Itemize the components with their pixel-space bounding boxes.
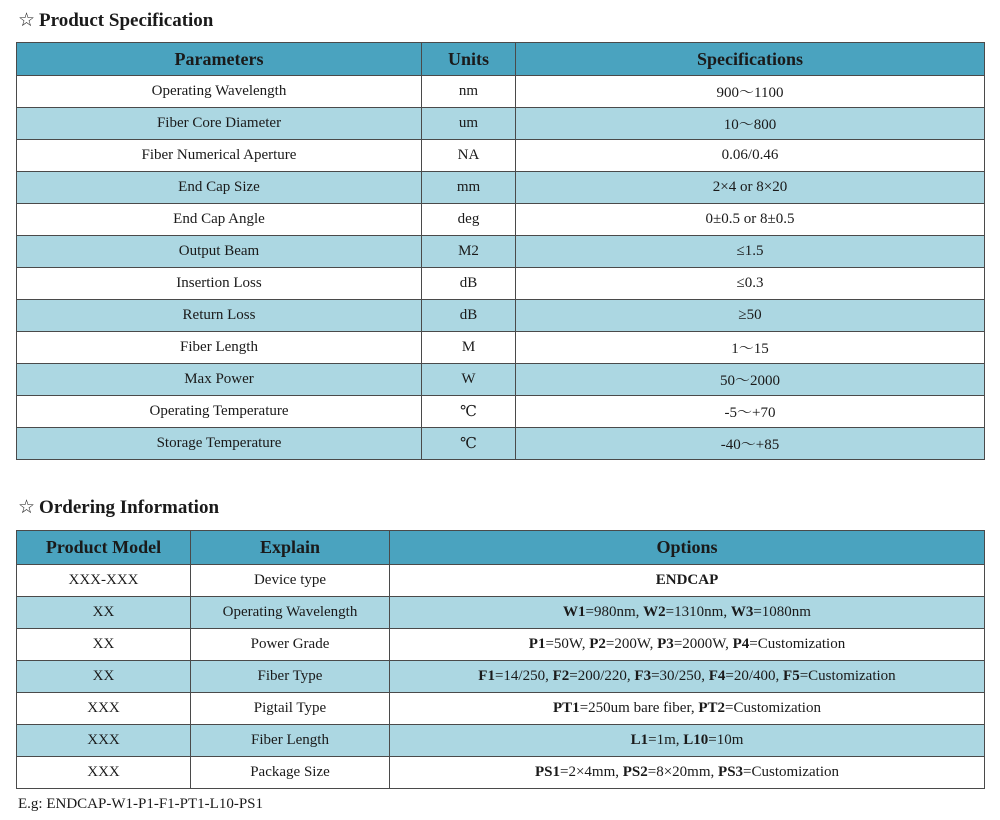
option-value: =1310nm	[665, 604, 724, 620]
order-options	[390, 565, 985, 597]
spec-row	[17, 76, 985, 108]
spec-unit: W	[422, 364, 516, 396]
order-model: XXX	[17, 725, 191, 757]
option-code: W1	[563, 604, 586, 620]
spec-parameter: Storage Temperature	[17, 428, 422, 460]
option-code: PS3	[718, 764, 744, 780]
option-code: F2	[552, 668, 570, 684]
spec-row	[17, 364, 985, 396]
spec-parameter: End Cap Size	[17, 172, 422, 204]
spec-unit: ℃	[422, 396, 516, 428]
spec-table	[16, 42, 985, 460]
spec-unit: nm	[422, 76, 516, 108]
spec-value: ≤0.3	[516, 268, 985, 300]
order-model: XX	[17, 661, 191, 693]
spec-value: ≤1.5	[516, 236, 985, 268]
spec-row	[17, 204, 985, 236]
spec-unit: ℃	[422, 428, 516, 460]
spec-row	[17, 396, 985, 428]
order-row	[17, 597, 985, 629]
order-row	[17, 725, 985, 757]
option-code: F5	[783, 668, 800, 684]
header-product-model: Product Model	[17, 531, 191, 565]
option-code: P2	[589, 636, 606, 652]
order-model: XX	[17, 629, 191, 661]
spec-value: 50～2000	[516, 364, 985, 396]
option-value: =14/250	[494, 668, 546, 684]
option-value: =Customization	[799, 668, 896, 684]
header-specifications: Specifications	[516, 43, 985, 76]
option-code: F1	[478, 668, 495, 684]
spec-unit: M2	[422, 236, 516, 268]
spec-value: 10～800	[516, 108, 985, 140]
order-table	[16, 530, 985, 789]
option-code: P1	[528, 636, 546, 652]
option-value: =980nm	[585, 604, 636, 620]
spec-section-title: ☆ Product Specification	[18, 10, 214, 31]
option-code: PS1	[534, 764, 560, 780]
option-value: =Customization	[725, 700, 821, 716]
spec-row	[17, 108, 985, 140]
order-explain: Fiber Length	[191, 725, 390, 757]
option-value: =200/220	[569, 668, 627, 684]
spec-parameter: Max Power	[17, 364, 422, 396]
spec-parameter: End Cap Angle	[17, 204, 422, 236]
option-value: =1m	[648, 732, 676, 748]
option-code: PT2	[698, 700, 726, 716]
spec-header-row	[17, 43, 985, 76]
option-code: PS2	[622, 764, 648, 780]
order-section-title: ☆ Ordering Information	[18, 497, 220, 518]
order-options: P1=50W, P2=200W, P3=2000W, P4=Customization	[390, 629, 985, 661]
spec-value: 0.06/0.46	[516, 140, 985, 172]
order-row	[17, 661, 985, 693]
spec-value: 1～15	[516, 332, 985, 364]
option-code: P3	[657, 636, 674, 652]
order-row	[17, 629, 985, 661]
order-model: XX	[17, 597, 191, 629]
spec-unit: dB	[422, 268, 516, 300]
option-value: =2×4mm	[559, 764, 616, 780]
option-value: =1080nm	[753, 604, 811, 620]
spec-unit: mm	[422, 172, 516, 204]
option-code: W3	[730, 604, 754, 620]
order-row	[17, 565, 985, 597]
spec-parameter: Fiber Core Diameter	[17, 108, 422, 140]
option-value: =8×20mm	[647, 764, 711, 780]
star-icon: ☆	[18, 10, 36, 31]
option-value: =250um bare fiber	[579, 700, 691, 716]
spec-row	[17, 140, 985, 172]
spec-value: 0±0.5 or 8±0.5	[516, 204, 985, 236]
order-header-row	[17, 531, 985, 565]
header-units: Units	[422, 43, 516, 76]
example-code: E.g: ENDCAP-W1-P1-F1-PT1-L10-PS1	[18, 796, 264, 812]
order-model: XXX	[17, 693, 191, 725]
spec-unit: dB	[422, 300, 516, 332]
option-value: =10m	[708, 732, 744, 748]
order-explain: Device type	[191, 565, 390, 597]
order-options: PS1=2×4mm, PS2=8×20mm, PS3=Customization	[390, 757, 985, 789]
option-code: W2	[643, 604, 666, 620]
spec-unit: um	[422, 108, 516, 140]
order-options: F1=14/250, F2=200/220, F3=30/250, F4=20/400, F5=Customization	[390, 661, 985, 693]
spec-parameter: Return Loss	[17, 300, 422, 332]
order-explain: Pigtail Type	[191, 693, 390, 725]
spec-parameter: Output Beam	[17, 236, 422, 268]
spec-value: ≥50	[516, 300, 985, 332]
option-value: =200W	[605, 636, 650, 652]
order-options: L1=1m, L10=10m	[390, 725, 985, 757]
order-explain: Package Size	[191, 757, 390, 789]
spec-row	[17, 268, 985, 300]
order-explain: Fiber Type	[191, 661, 390, 693]
header-parameters: Parameters	[17, 43, 422, 76]
header-explain: Explain	[191, 531, 390, 565]
star-icon: ☆	[18, 497, 36, 518]
spec-parameter: Fiber Length	[17, 332, 422, 364]
option-code: L1	[630, 732, 649, 748]
option-value: =50W	[545, 636, 582, 652]
spec-unit: M	[422, 332, 516, 364]
spec-unit: deg	[422, 204, 516, 236]
spec-row	[17, 236, 985, 268]
spec-row	[17, 332, 985, 364]
spec-value: -40～+85	[516, 428, 985, 460]
spec-value: 900～1100	[516, 76, 985, 108]
option-code: F3	[634, 668, 652, 684]
order-row	[17, 693, 985, 725]
option-code: P4	[732, 636, 750, 652]
spec-unit: NA	[422, 140, 516, 172]
spec-parameter: Fiber Numerical Aperture	[17, 140, 422, 172]
spec-value: -5～+70	[516, 396, 985, 428]
option-value: =Customization	[743, 764, 840, 780]
order-row	[17, 757, 985, 789]
spec-row	[17, 428, 985, 460]
option-code: PT1	[553, 700, 580, 716]
header-options: Options	[390, 531, 985, 565]
spec-value: 2×4 or 8×20	[516, 172, 985, 204]
option-code: L10	[683, 732, 709, 748]
order-options: W1=980nm, W2=1310nm, W3=1080nm	[390, 597, 985, 629]
spec-row	[17, 300, 985, 332]
order-explain: Operating Wavelength	[191, 597, 390, 629]
spec-parameter: Insertion Loss	[17, 268, 422, 300]
spec-parameter: Operating Temperature	[17, 396, 422, 428]
option-code: F4	[708, 668, 726, 684]
spec-row	[17, 172, 985, 204]
option-value: =30/250	[651, 668, 702, 684]
spec-parameter: Operating Wavelength	[17, 76, 422, 108]
option-value: =2000W	[673, 636, 726, 652]
order-explain: Power Grade	[191, 629, 390, 661]
option-code: ENDCAP	[655, 572, 719, 588]
order-model: XXX-XXX	[17, 565, 191, 597]
order-model: XXX	[17, 757, 191, 789]
option-value: =Customization	[749, 636, 846, 652]
option-value: =20/400	[725, 668, 776, 684]
order-options: PT1=250um bare fiber, PT2=Customization	[390, 693, 985, 725]
